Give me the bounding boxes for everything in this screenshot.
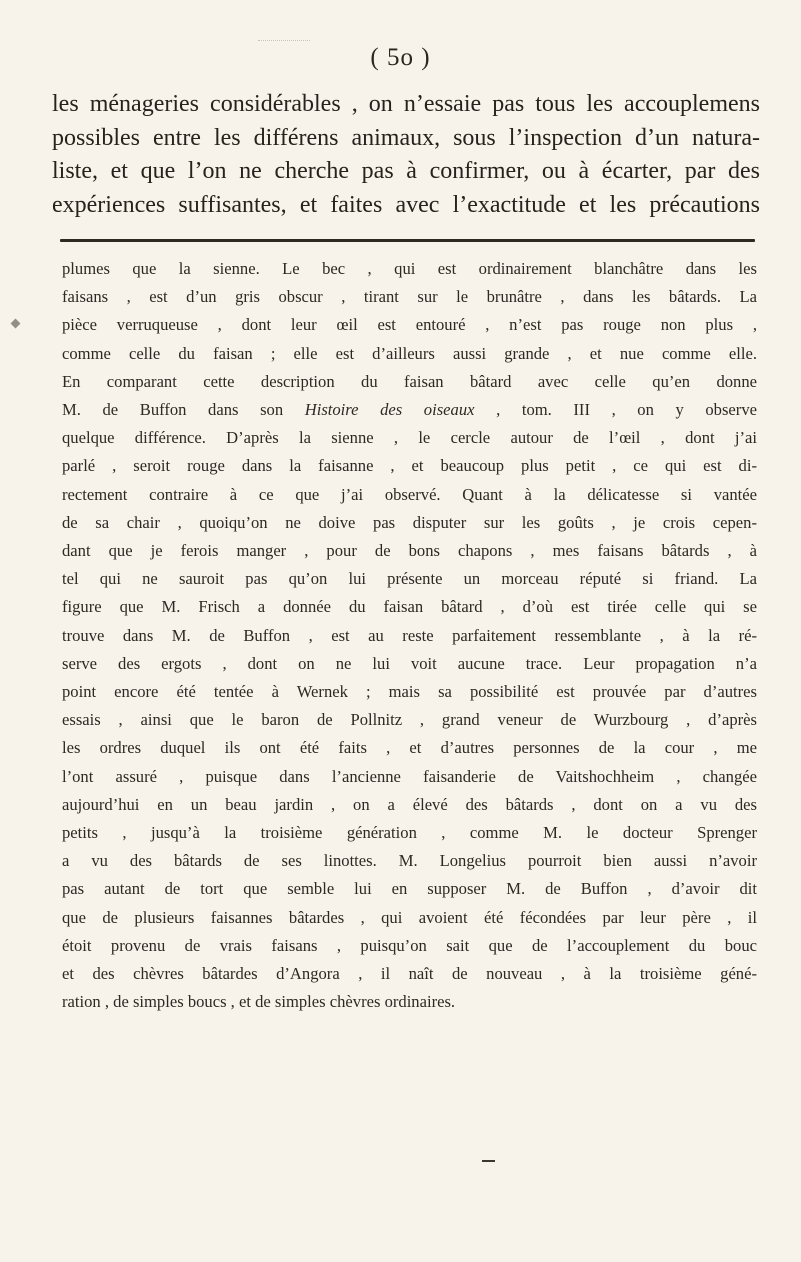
footnote-line: quelque différence. D’après la sienne , le cercle autour de l’œil , dont j’ai: [62, 428, 757, 448]
footnote-line: point encore été tentée à Wernek ; mais sa possibilité est prouvée par d’autres: [62, 682, 757, 702]
main-text-line: possibles entre les différens animaux, sous l’inspection d’un natura-: [52, 124, 760, 151]
bottom-ink-dash: [482, 1160, 495, 1162]
book-title: Histoire des oiseaux: [304, 400, 475, 420]
margin-ink-mark: [11, 319, 21, 329]
faint-pencil-mark: [258, 40, 310, 42]
footnote-line: a vu des bâtards de ses linottes. M. Longelius pourroit bien aussi n’avoir: [62, 851, 757, 871]
main-text-line: liste, et que l’on ne cherche pas à confirmer, ou à écarter, par des: [52, 158, 760, 184]
main-text-line: les ménageries considérables , on n’essaie pas tous les accouplemens: [52, 91, 760, 117]
footnote-separator-rule: [60, 239, 755, 242]
footnote-line: M. de Buffon dans son Histoire des oiseaux , tom. III , on y observe: [62, 400, 757, 420]
footnote-line: dant que je ferois manger , pour de bons chapons , mes faisans bâtards , à: [62, 541, 757, 561]
footnote: [62, 255, 757, 1016]
footnote-line: essais , ainsi que le baron de Pollnitz , grand veneur de Wurzbourg , d’après: [62, 710, 757, 730]
footnote-line: plumes que la sienne. Le bec , qui est ordinairement blanchâtre dans les: [62, 259, 757, 278]
main-text-line: expériences suffisantes, et faites avec l’exactitude et les précautions: [52, 191, 760, 218]
footnote-line: ration , de simples boucs , et de simples chèvres ordinaires.: [62, 992, 456, 1012]
footnote-line: rectement contraire à ce que j’ai observé. Quant à la délicatesse si vantée: [62, 484, 757, 504]
page-number: ( 5o ): [370, 44, 431, 71]
footnote-line: En comparant cette description du faisan bâtard avec celle qu’en donne: [62, 371, 757, 391]
footnote-line: l’ont assuré , puisque dans l’ancienne faisanderie de Vaitshochheim , changée: [62, 766, 757, 786]
footnote-line: aujourd’hui en un beau jardin , on a élevé des bâtards , dont on a vu des: [62, 794, 757, 814]
footnote-line: les ordres duquel ils ont été faits , et d’autres personnes de la cour , me: [62, 738, 757, 758]
footnote-line: faisans , est d’un gris obscur , tirant sur le brunâtre , dans les bâtards. La: [62, 287, 757, 307]
footnote-line: tel qui ne sauroit pas qu’on lui présente un morceau réputé si friand. La: [62, 569, 757, 589]
footnote-line: et des chèvres bâtardes d’Angora , il naît de nouveau , à la troisième géné-: [62, 964, 757, 984]
main-text: [52, 88, 760, 222]
footnote-line: trouve dans M. de Buffon , est au reste parfaitement ressemblante , à la ré-: [62, 625, 757, 645]
footnote-line: de sa chair , quoiqu’on ne doive pas disputer sur les goûts , je crois cepen-: [62, 512, 757, 532]
footnote-line: étoit provenu de vrais faisans , puisqu’on sait que de l’accouplement du bouc: [62, 935, 757, 955]
footnote-line: pièce verruqueuse , dont leur œil est entouré , n’est pas rouge non plus ,: [62, 315, 757, 335]
footnote-line: figure que M. Frisch a donnée du faisan bâtard , d’où est tirée celle qui se: [62, 597, 757, 617]
footnote-line: comme celle du faisan ; elle est d’ailleurs aussi grande , et nue comme elle.: [62, 343, 757, 363]
footnote-line: petits , jusqu’à la troisième génération , comme M. le docteur Sprenger: [62, 823, 757, 843]
footnote-line: serve des ergots , dont on ne lui voit aucune trace. Leur propagation n’a: [62, 653, 757, 673]
footnote-line: que de plusieurs faisannes bâtardes , qui avoient été fécondées par leur père , il: [62, 907, 757, 927]
footnote-line: parlé , seroit rouge dans la faisanne , et beaucoup plus petit , ce qui est di-: [62, 456, 757, 476]
footnote-line: pas autant de tort que semble lui en supposer M. de Buffon , d’avoir dit: [62, 879, 757, 899]
